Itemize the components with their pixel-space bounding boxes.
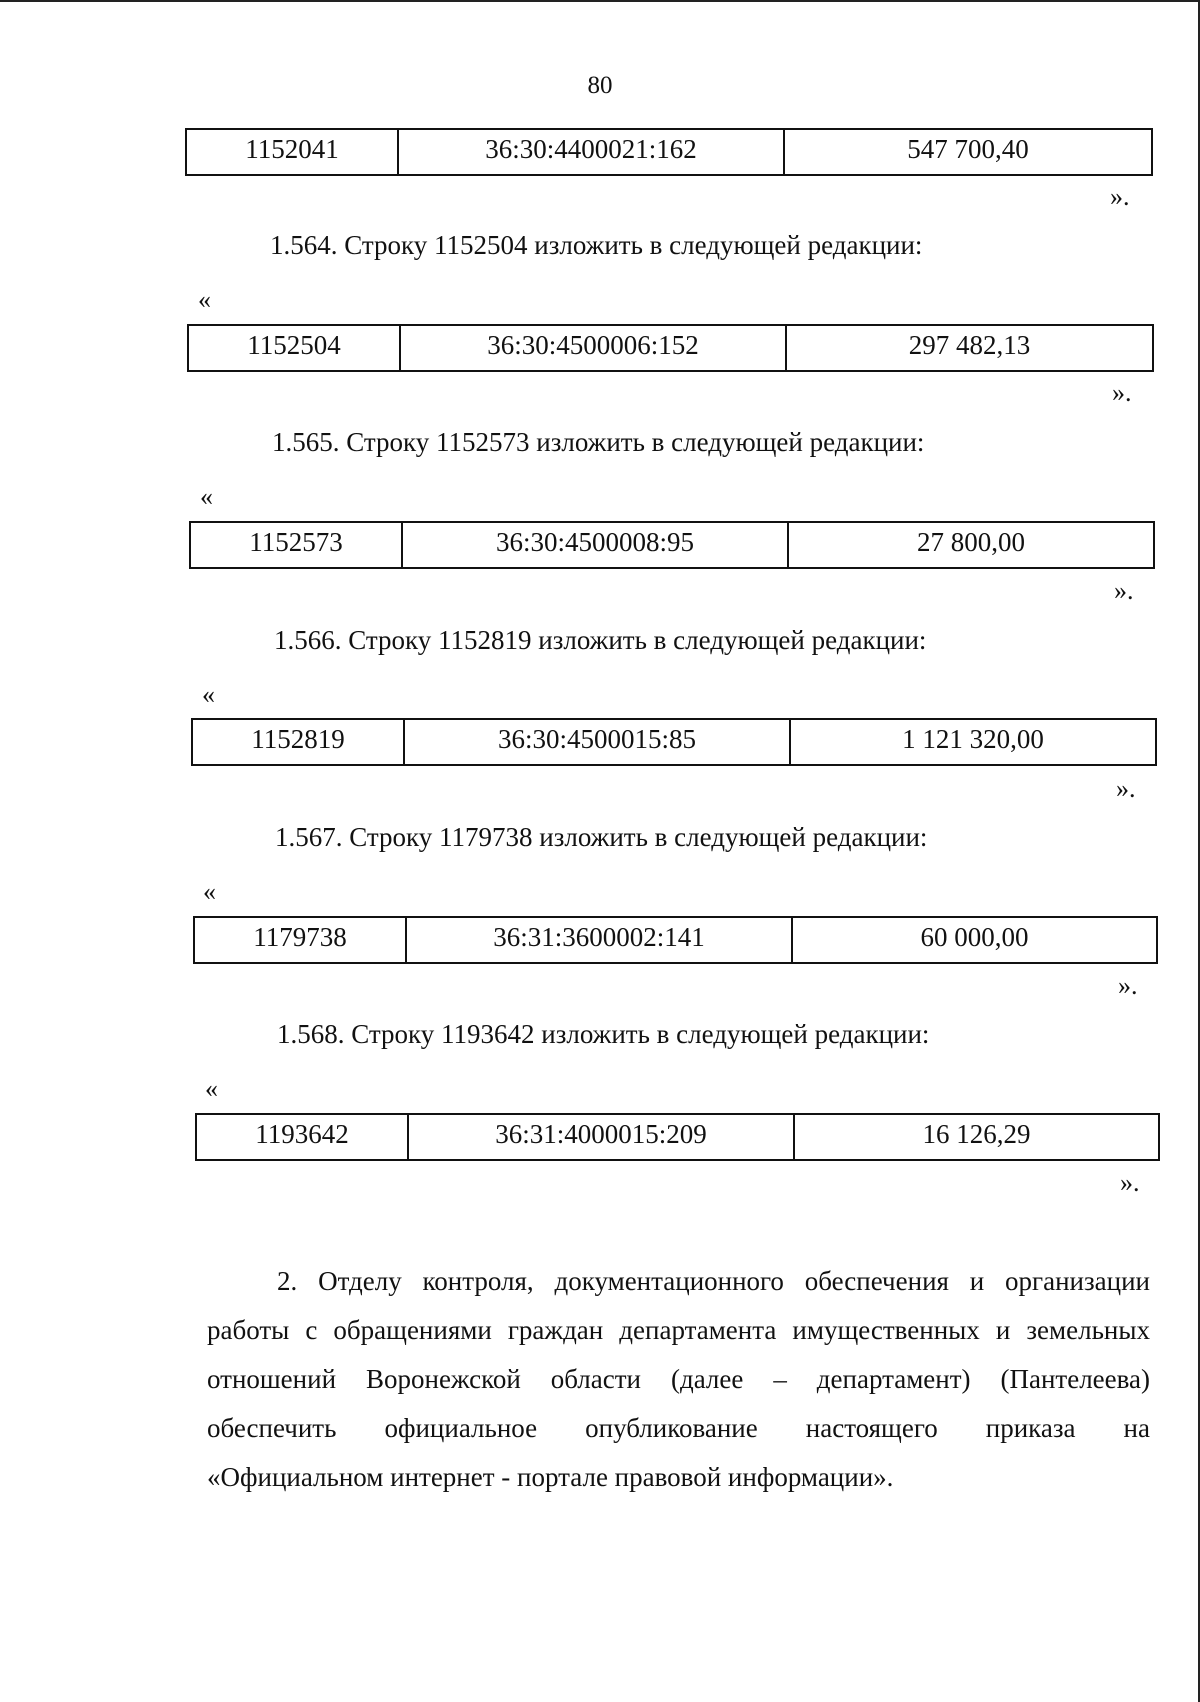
page-number: 80: [587, 72, 613, 99]
amendment-heading: 1.565. Строку 1152573 изложить в следующей редакции:: [272, 427, 925, 457]
row-value: 16 126,29: [922, 1119, 1031, 1149]
closing-quote: ».: [1116, 774, 1136, 803]
table-row: [193, 916, 1158, 964]
row-code: 1179738: [195, 918, 407, 962]
closing-quote: ».: [1118, 971, 1138, 1000]
row-value: 1 121 320,00: [902, 724, 1044, 754]
closing-quote: ».: [1110, 182, 1130, 211]
paragraph-line: обеспечить официальное опубликование настоящего приказа на: [207, 1413, 1150, 1443]
row-cadastral-number: 36:31:3600002:141: [407, 918, 793, 962]
table-row: [189, 521, 1155, 569]
opening-quote: «: [202, 680, 215, 709]
row-cadastral-number: 36:30:4400021:162: [399, 130, 785, 174]
opening-quote: «: [198, 285, 211, 314]
row-value: 297 482,13: [908, 330, 1031, 360]
row-value: 60 000,00: [920, 922, 1029, 952]
row-code: 1152041: [187, 130, 399, 174]
amendment-heading: 1.567. Строку 1179738 изложить в следующей редакции:: [275, 822, 928, 852]
row-cadastral-number: 36:31:4000015:209: [409, 1115, 795, 1159]
opening-quote: «: [205, 1074, 218, 1103]
table-row: [187, 324, 1154, 372]
row-cadastral-number: 36:30:4500008:95: [403, 523, 789, 567]
row-cadastral-number: 36:30:4500015:85: [405, 720, 791, 764]
page-top-edge: [0, 0, 1200, 2]
opening-quote: «: [200, 482, 213, 511]
closing-quote: ».: [1120, 1168, 1140, 1197]
paragraph-line: «Официальном интернет - портале правовой информации».: [207, 1462, 894, 1492]
closing-quote: ».: [1114, 576, 1134, 605]
row-code: 1152573: [191, 523, 403, 567]
row-cadastral-number: 36:30:4500006:152: [401, 326, 787, 370]
table-row: [191, 718, 1157, 766]
paragraph-line: 2. Отделу контроля, документационного обеспечения и организации: [277, 1266, 1150, 1296]
table-row: [195, 1113, 1160, 1161]
amendment-heading: 1.568. Строку 1193642 изложить в следующей редакции:: [277, 1019, 930, 1049]
opening-quote: «: [203, 877, 216, 906]
amendment-heading: 1.564. Строку 1152504 изложить в следующей редакции:: [270, 230, 923, 260]
paragraph-line: отношений Воронежской области (далее – департамент) (Пантелеева): [207, 1364, 1150, 1394]
row-code: 1193642: [197, 1115, 409, 1159]
row-value: 27 800,00: [917, 527, 1025, 557]
amendment-heading: 1.566. Строку 1152819 изложить в следующей редакции:: [274, 625, 927, 655]
row-value: 547 700,40: [907, 134, 1029, 164]
row-code: 1152819: [193, 720, 405, 764]
row-code: 1152504: [189, 326, 401, 370]
closing-quote: ».: [1112, 378, 1132, 407]
paragraph-2: [207, 1257, 1150, 1502]
paragraph-line: работы с обращениями граждан департамента имущественных и земельных: [207, 1315, 1150, 1345]
table-row: [185, 128, 1153, 176]
